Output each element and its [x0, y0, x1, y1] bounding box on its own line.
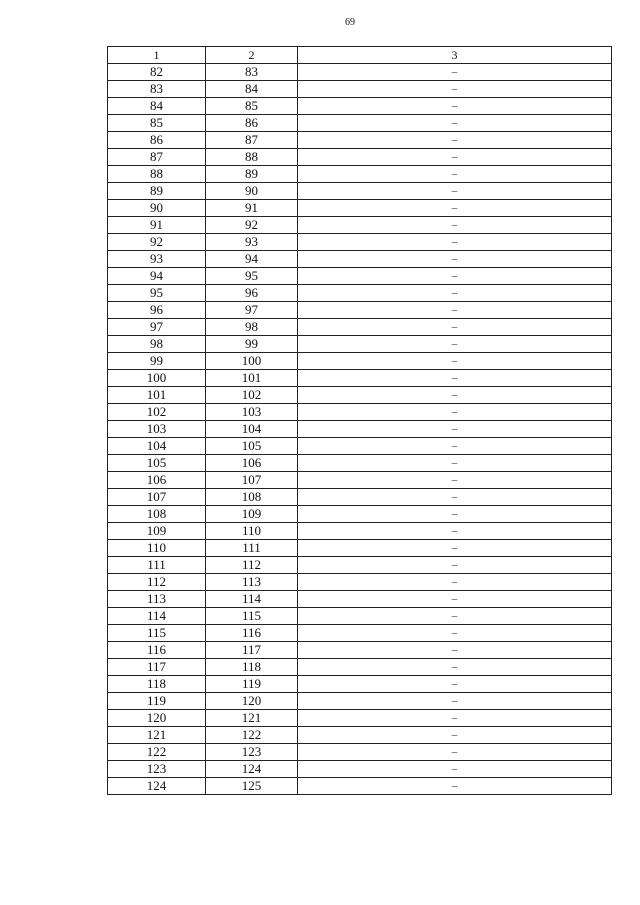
table-cell-col-3: –: [298, 200, 612, 217]
table-row: [108, 370, 612, 387]
table-cell-col-1: 105: [108, 455, 206, 472]
table-cell-col-2: 123: [206, 744, 298, 761]
table-cell-col-2: 85: [206, 98, 298, 115]
table-cell-col-3: –: [298, 302, 612, 319]
table-row: [108, 608, 612, 625]
table-cell-col-3: –: [298, 438, 612, 455]
table-cell-col-1: 96: [108, 302, 206, 319]
table-cell-col-2: 111: [206, 540, 298, 557]
table-cell-col-1: 94: [108, 268, 206, 285]
table-cell-col-1: 121: [108, 727, 206, 744]
table-row: [108, 625, 612, 642]
table-cell-col-3: –: [298, 727, 612, 744]
table-header-row: [108, 47, 612, 64]
table-cell-col-3: –: [298, 455, 612, 472]
page-number: 69: [345, 17, 355, 28]
table-cell-col-3: –: [298, 540, 612, 557]
table-cell-col-1: 103: [108, 421, 206, 438]
table-cell-col-3: –: [298, 251, 612, 268]
table-cell-col-1: 88: [108, 166, 206, 183]
table-cell-col-1: 92: [108, 234, 206, 251]
table-cell-col-1: 91: [108, 217, 206, 234]
data-table: [107, 46, 612, 795]
table-cell-col-3: –: [298, 557, 612, 574]
table-row: [108, 302, 612, 319]
table-cell-col-2: 110: [206, 523, 298, 540]
table-cell-col-2: 122: [206, 727, 298, 744]
table-cell-col-2: 98: [206, 319, 298, 336]
table-row: [108, 472, 612, 489]
table-cell-col-3: –: [298, 421, 612, 438]
table-cell-col-3: –: [298, 761, 612, 778]
table-row: [108, 761, 612, 778]
table-cell-col-2: 88: [206, 149, 298, 166]
table-cell-col-2: 95: [206, 268, 298, 285]
table-cell-col-1: 102: [108, 404, 206, 421]
table-row: [108, 234, 612, 251]
table-cell-col-1: 113: [108, 591, 206, 608]
table-row: [108, 183, 612, 200]
table-row: [108, 64, 612, 81]
table-cell-col-2: 104: [206, 421, 298, 438]
table-cell-col-1: 111: [108, 557, 206, 574]
table-row: [108, 336, 612, 353]
table-cell-col-1: 87: [108, 149, 206, 166]
table-row: [108, 523, 612, 540]
table-row: [108, 166, 612, 183]
table-cell-col-3: –: [298, 81, 612, 98]
table-cell-col-2: 116: [206, 625, 298, 642]
table-cell-col-1: 108: [108, 506, 206, 523]
table-cell-col-3: –: [298, 404, 612, 421]
table-cell-col-1: 84: [108, 98, 206, 115]
table-cell-col-1: 106: [108, 472, 206, 489]
table-row: [108, 557, 612, 574]
table-cell-col-1: 89: [108, 183, 206, 200]
table-cell-col-1: 107: [108, 489, 206, 506]
table-row: [108, 438, 612, 455]
table-row: [108, 710, 612, 727]
table-cell-col-3: –: [298, 625, 612, 642]
table-cell-col-2: 125: [206, 778, 298, 795]
table-cell-col-3: –: [298, 319, 612, 336]
table-cell-col-2: 96: [206, 285, 298, 302]
column-header-2: 2: [206, 47, 298, 64]
column-header-1: 1: [108, 47, 206, 64]
table-cell-col-3: –: [298, 608, 612, 625]
table-cell-col-2: 115: [206, 608, 298, 625]
table-cell-col-1: 112: [108, 574, 206, 591]
table-row: [108, 149, 612, 166]
table-cell-col-3: –: [298, 268, 612, 285]
table-cell-col-3: –: [298, 489, 612, 506]
table-cell-col-3: –: [298, 149, 612, 166]
table-cell-col-3: –: [298, 778, 612, 795]
table-cell-col-3: –: [298, 336, 612, 353]
table-row: [108, 404, 612, 421]
table-cell-col-2: 119: [206, 676, 298, 693]
table-row: [108, 506, 612, 523]
table-cell-col-2: 97: [206, 302, 298, 319]
table-cell-col-2: 84: [206, 81, 298, 98]
table-cell-col-3: –: [298, 234, 612, 251]
column-header-3: 3: [298, 47, 612, 64]
table-row: [108, 217, 612, 234]
table-cell-col-3: –: [298, 659, 612, 676]
table-cell-col-3: –: [298, 353, 612, 370]
table-row: [108, 455, 612, 472]
table-row: [108, 659, 612, 676]
table-cell-col-3: –: [298, 387, 612, 404]
table-cell-col-1: 90: [108, 200, 206, 217]
table-row: [108, 132, 612, 149]
table-cell-col-1: 114: [108, 608, 206, 625]
table-cell-col-2: 113: [206, 574, 298, 591]
table-cell-col-3: –: [298, 98, 612, 115]
table-cell-col-1: 93: [108, 251, 206, 268]
table-cell-col-3: –: [298, 506, 612, 523]
table-cell-col-2: 118: [206, 659, 298, 676]
table-cell-col-1: 101: [108, 387, 206, 404]
table-row: [108, 81, 612, 98]
table-cell-col-2: 108: [206, 489, 298, 506]
table-cell-col-3: –: [298, 132, 612, 149]
table-cell-col-2: 92: [206, 217, 298, 234]
table-cell-col-2: 83: [206, 64, 298, 81]
table-cell-col-2: 109: [206, 506, 298, 523]
table-cell-col-2: 91: [206, 200, 298, 217]
table-cell-col-1: 98: [108, 336, 206, 353]
table-cell-col-2: 94: [206, 251, 298, 268]
table-cell-col-2: 121: [206, 710, 298, 727]
table-row: [108, 778, 612, 795]
table-cell-col-2: 124: [206, 761, 298, 778]
table-cell-col-2: 117: [206, 642, 298, 659]
table-row: [108, 353, 612, 370]
table-cell-col-1: 99: [108, 353, 206, 370]
table-cell-col-3: –: [298, 166, 612, 183]
table-cell-col-3: –: [298, 591, 612, 608]
table-cell-col-2: 114: [206, 591, 298, 608]
table-cell-col-2: 103: [206, 404, 298, 421]
table-cell-col-1: 100: [108, 370, 206, 387]
table-cell-col-3: –: [298, 710, 612, 727]
table-cell-col-1: 118: [108, 676, 206, 693]
table-cell-col-1: 119: [108, 693, 206, 710]
table-row: [108, 642, 612, 659]
table-cell-col-2: 105: [206, 438, 298, 455]
table-cell-col-3: –: [298, 217, 612, 234]
table-cell-col-1: 86: [108, 132, 206, 149]
table-cell-col-1: 82: [108, 64, 206, 81]
table-cell-col-2: 107: [206, 472, 298, 489]
table-cell-col-2: 86: [206, 115, 298, 132]
table-cell-col-3: –: [298, 676, 612, 693]
table-cell-col-1: 123: [108, 761, 206, 778]
table-cell-col-1: 97: [108, 319, 206, 336]
table-cell-col-2: 89: [206, 166, 298, 183]
table-cell-col-1: 115: [108, 625, 206, 642]
table-cell-col-3: –: [298, 642, 612, 659]
table-cell-col-2: 87: [206, 132, 298, 149]
table-row: [108, 489, 612, 506]
table-row: [108, 421, 612, 438]
table-cell-col-3: –: [298, 574, 612, 591]
table-cell-col-1: 110: [108, 540, 206, 557]
table-row: [108, 268, 612, 285]
table-row: [108, 387, 612, 404]
table-cell-col-2: 120: [206, 693, 298, 710]
table-cell-col-2: 102: [206, 387, 298, 404]
table-row: [108, 540, 612, 557]
table-cell-col-2: 112: [206, 557, 298, 574]
table-row: [108, 591, 612, 608]
table-cell-col-3: –: [298, 370, 612, 387]
table-cell-col-2: 106: [206, 455, 298, 472]
table-cell-col-3: –: [298, 64, 612, 81]
table-cell-col-1: 95: [108, 285, 206, 302]
table-row: [108, 200, 612, 217]
table-cell-col-3: –: [298, 693, 612, 710]
table-cell-col-2: 93: [206, 234, 298, 251]
table-row: [108, 744, 612, 761]
table-cell-col-3: –: [298, 744, 612, 761]
table-cell-col-3: –: [298, 285, 612, 302]
table-body: [108, 64, 612, 795]
table-row: [108, 98, 612, 115]
table-cell-col-1: 116: [108, 642, 206, 659]
table-row: [108, 285, 612, 302]
table-cell-col-2: 90: [206, 183, 298, 200]
table-row: [108, 251, 612, 268]
table-cell-col-1: 109: [108, 523, 206, 540]
table-cell-col-2: 101: [206, 370, 298, 387]
table-cell-col-1: 83: [108, 81, 206, 98]
table-cell-col-1: 85: [108, 115, 206, 132]
table-cell-col-1: 124: [108, 778, 206, 795]
table-row: [108, 574, 612, 591]
table-cell-col-3: –: [298, 115, 612, 132]
table-cell-col-2: 99: [206, 336, 298, 353]
table-cell-col-2: 100: [206, 353, 298, 370]
table-cell-col-3: –: [298, 523, 612, 540]
table-cell-col-1: 104: [108, 438, 206, 455]
table-row: [108, 693, 612, 710]
table-cell-col-1: 117: [108, 659, 206, 676]
table-row: [108, 115, 612, 132]
table-row: [108, 727, 612, 744]
table-cell-col-3: –: [298, 472, 612, 489]
table-cell-col-1: 122: [108, 744, 206, 761]
table-cell-col-1: 120: [108, 710, 206, 727]
table-cell-col-3: –: [298, 183, 612, 200]
table-row: [108, 319, 612, 336]
table-row: [108, 676, 612, 693]
